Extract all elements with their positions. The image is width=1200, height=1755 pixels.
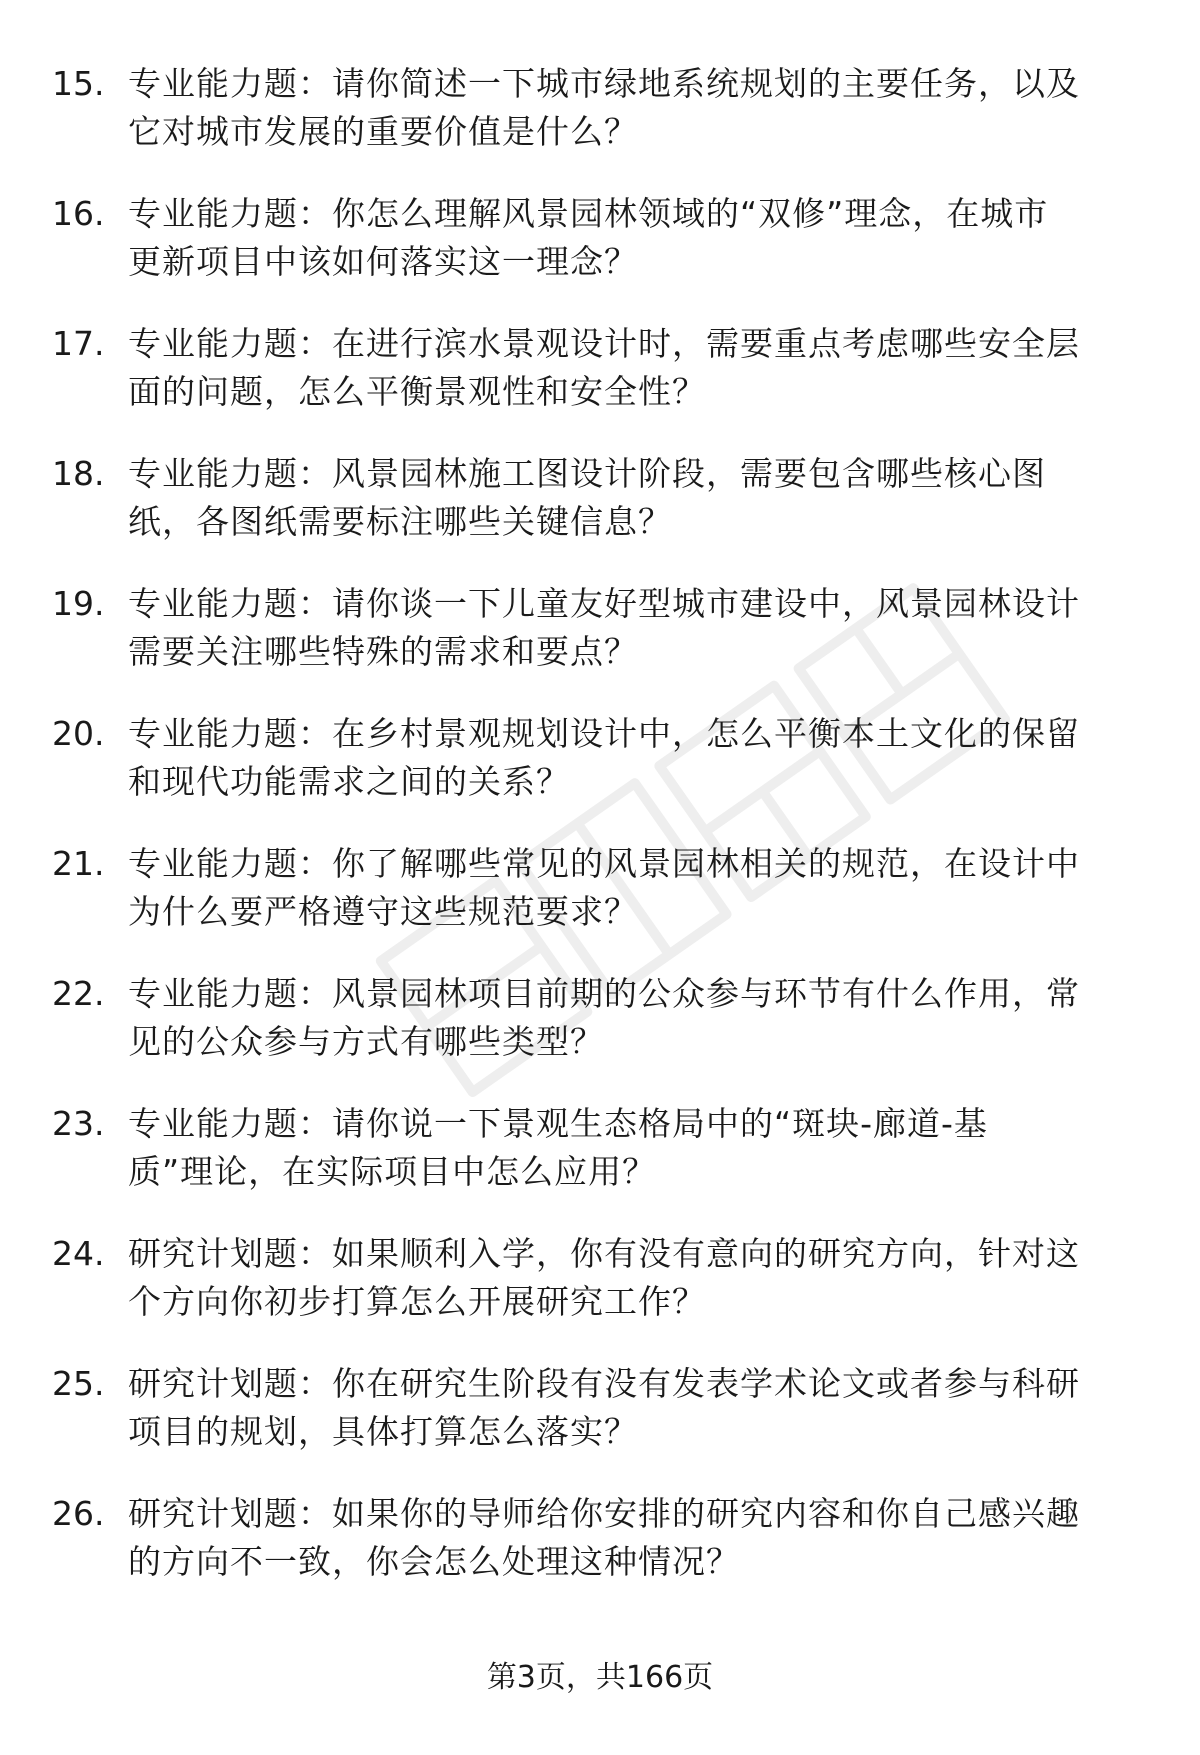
question-line: 为什么要严格遵守这些规范要求？: [128, 892, 638, 931]
question-item: [0, 320, 1200, 450]
question-text: [128, 580, 1138, 676]
question-item: [0, 840, 1200, 970]
question-number: 19.: [52, 584, 105, 623]
question-line: 个方向你初步打算怎么开展研究工作？: [128, 1282, 706, 1321]
question-text: [128, 450, 1138, 546]
question-text: [128, 60, 1138, 156]
question-text: [128, 1360, 1138, 1456]
question-item: [0, 60, 1200, 190]
question-line: 专业能力题：风景园林项目前期的公众参与环节有什么作用，常: [128, 974, 1080, 1013]
question-number: 23.: [52, 1104, 105, 1143]
question-line: 专业能力题：在乡村景观规划设计中，怎么平衡本土文化的保留: [128, 714, 1080, 753]
question-line: 研究计划题：如果顺利入学，你有没有意向的研究方向，针对这: [128, 1234, 1080, 1273]
question-line: 更新项目中该如何落实这一理念？: [128, 242, 638, 281]
question-line: 专业能力题：在进行滨水景观设计时，需要重点考虑哪些安全层: [128, 324, 1080, 363]
question-line: 专业能力题：请你说一下景观生态格局中的“斑块-廊道-基: [128, 1104, 988, 1143]
question-line: 专业能力题：你怎么理解风景园林领域的“双修”理念，在城市: [128, 194, 1049, 233]
question-item: [0, 580, 1200, 710]
question-item: [0, 1230, 1200, 1360]
question-line: 项目的规划，具体打算怎么落实？: [128, 1412, 638, 1451]
question-number: 16.: [52, 194, 105, 233]
question-number: 24.: [52, 1234, 105, 1273]
question-item: [0, 450, 1200, 580]
question-text: [128, 1490, 1138, 1586]
question-line: 专业能力题：请你简述一下城市绿地系统规划的主要任务，以及: [128, 64, 1080, 103]
question-item: [0, 1360, 1200, 1490]
question-item: [0, 190, 1200, 320]
question-line: 专业能力题：你了解哪些常见的风景园林相关的规范，在设计中: [128, 844, 1080, 883]
question-item: [0, 1490, 1200, 1620]
question-list: [0, 60, 1200, 1620]
question-line: 研究计划题：你在研究生阶段有没有发表学术论文或者参与科研: [128, 1364, 1080, 1403]
question-text: [128, 970, 1138, 1066]
question-text: [128, 190, 1138, 286]
question-number: 26.: [52, 1494, 105, 1533]
question-number: 21.: [52, 844, 105, 883]
question-line: 需要关注哪些特殊的需求和要点？: [128, 632, 638, 671]
question-line: 见的公众参与方式有哪些类型？: [128, 1022, 604, 1061]
question-number: 22.: [52, 974, 105, 1013]
question-line: 专业能力题：请你谈一下儿童友好型城市建设中，风景园林设计: [128, 584, 1080, 623]
question-text: [128, 1100, 1138, 1196]
question-text: [128, 840, 1138, 936]
question-line: 纸，各图纸需要标注哪些关键信息？: [128, 502, 672, 541]
question-text: [128, 710, 1138, 806]
question-line: 它对城市发展的重要价值是什么？: [128, 112, 638, 151]
question-line: 研究计划题：如果你的导师给你安排的研究内容和你自己感兴趣: [128, 1494, 1080, 1533]
page-number-footer: 第3页，共166页: [486, 1660, 714, 1695]
question-item: [0, 1100, 1200, 1230]
question-text: [128, 1230, 1138, 1326]
question-number: 15.: [52, 64, 105, 103]
question-line: 专业能力题：风景园林施工图设计阶段，需要包含哪些核心图: [128, 454, 1046, 493]
question-line: 质”理论，在实际项目中怎么应用？: [128, 1152, 657, 1191]
question-number: 18.: [52, 454, 105, 493]
question-number: 20.: [52, 714, 105, 753]
question-text: [128, 320, 1138, 416]
question-line: 的方向不一致，你会怎么处理这种情况？: [128, 1542, 740, 1581]
question-line: 和现代功能需求之间的关系？: [128, 762, 570, 801]
question-item: [0, 710, 1200, 840]
question-number: 25.: [52, 1364, 105, 1403]
question-item: [0, 970, 1200, 1100]
question-number: 17.: [52, 324, 105, 363]
question-line: 面的问题，怎么平衡景观性和安全性？: [128, 372, 706, 411]
